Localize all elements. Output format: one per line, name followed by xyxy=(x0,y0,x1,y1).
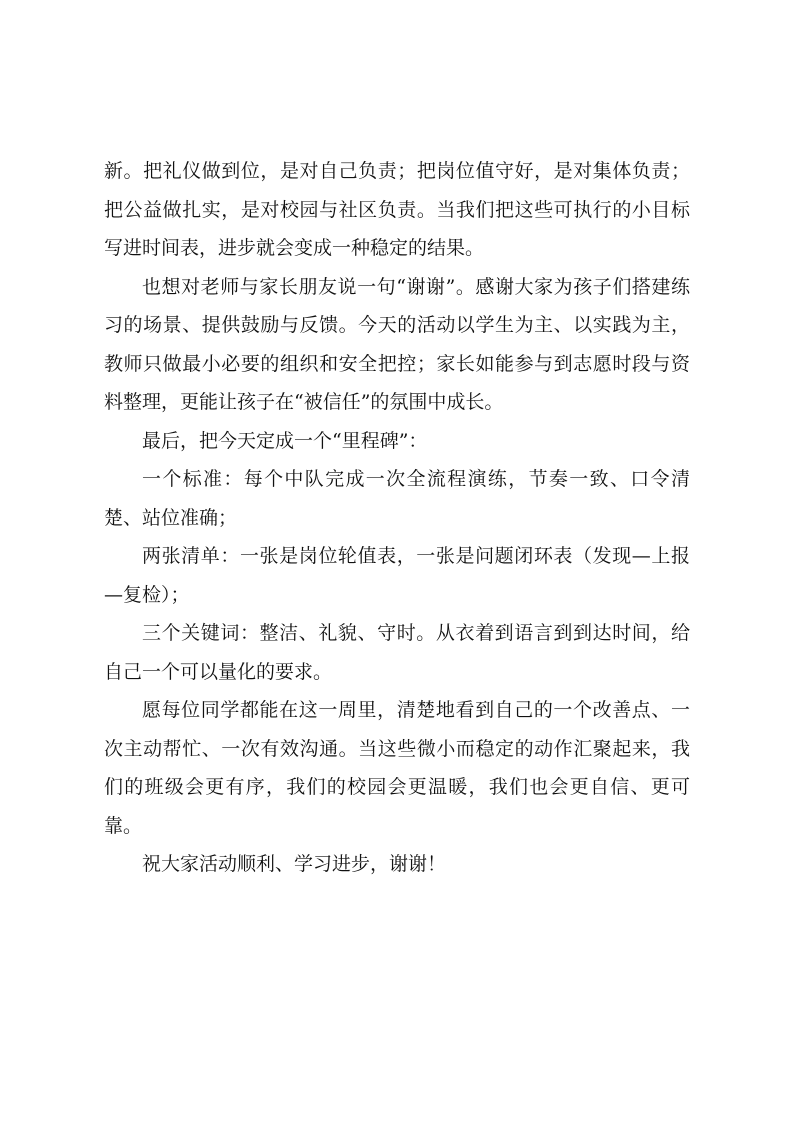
document-body xyxy=(104,152,690,884)
paragraph: 祝大家活动顺利、学习进步，谢谢！ xyxy=(142,853,447,875)
paragraph: 三个关键词：整洁、礼貌、守时。从衣着到语言到到达时间，给自己一个可以量化的要求。 xyxy=(104,622,690,683)
paragraph: 两张清单：一张是岗位轮值表，一张是问题闭环表（发现—上报—复检）； xyxy=(104,545,690,606)
paragraph: 一个标准：每个中队完成一次全流程演练，节奏一致、口令清楚、站位准确； xyxy=(104,468,690,529)
paragraph: 也想对老师与家长朋友说一句“谢谢”。感谢大家为孩子们搭建练习的场景、提供鼓励与反馈。今天的活动以学生为主、以实践为主，教师只做最小必要的组织和安全把控；家长如能参与到志愿时段与资料整理，更能让孩子在“被信任”的氛围中成长。 xyxy=(104,275,690,413)
paragraph: 愿每位同学都能在这一周里，清楚地看到自己的一个改善点、一次主动帮忙、一次有效沟通。当这些微小而稳定的动作汇聚起来，我们的班级会更有序，我们的校园会更温暖，我们也会更自信、更可靠。 xyxy=(104,699,690,837)
paragraph: 新。把礼仪做到位，是对自己负责；把岗位值守好，是对集体负责；把公益做扎实，是对校园与社区负责。当我们把这些可执行的小目标写进时间表，进步就会变成一种稳定的结果。 xyxy=(104,160,690,259)
paragraph: 最后，把今天定成一个“里程碑”： xyxy=(142,429,428,452)
